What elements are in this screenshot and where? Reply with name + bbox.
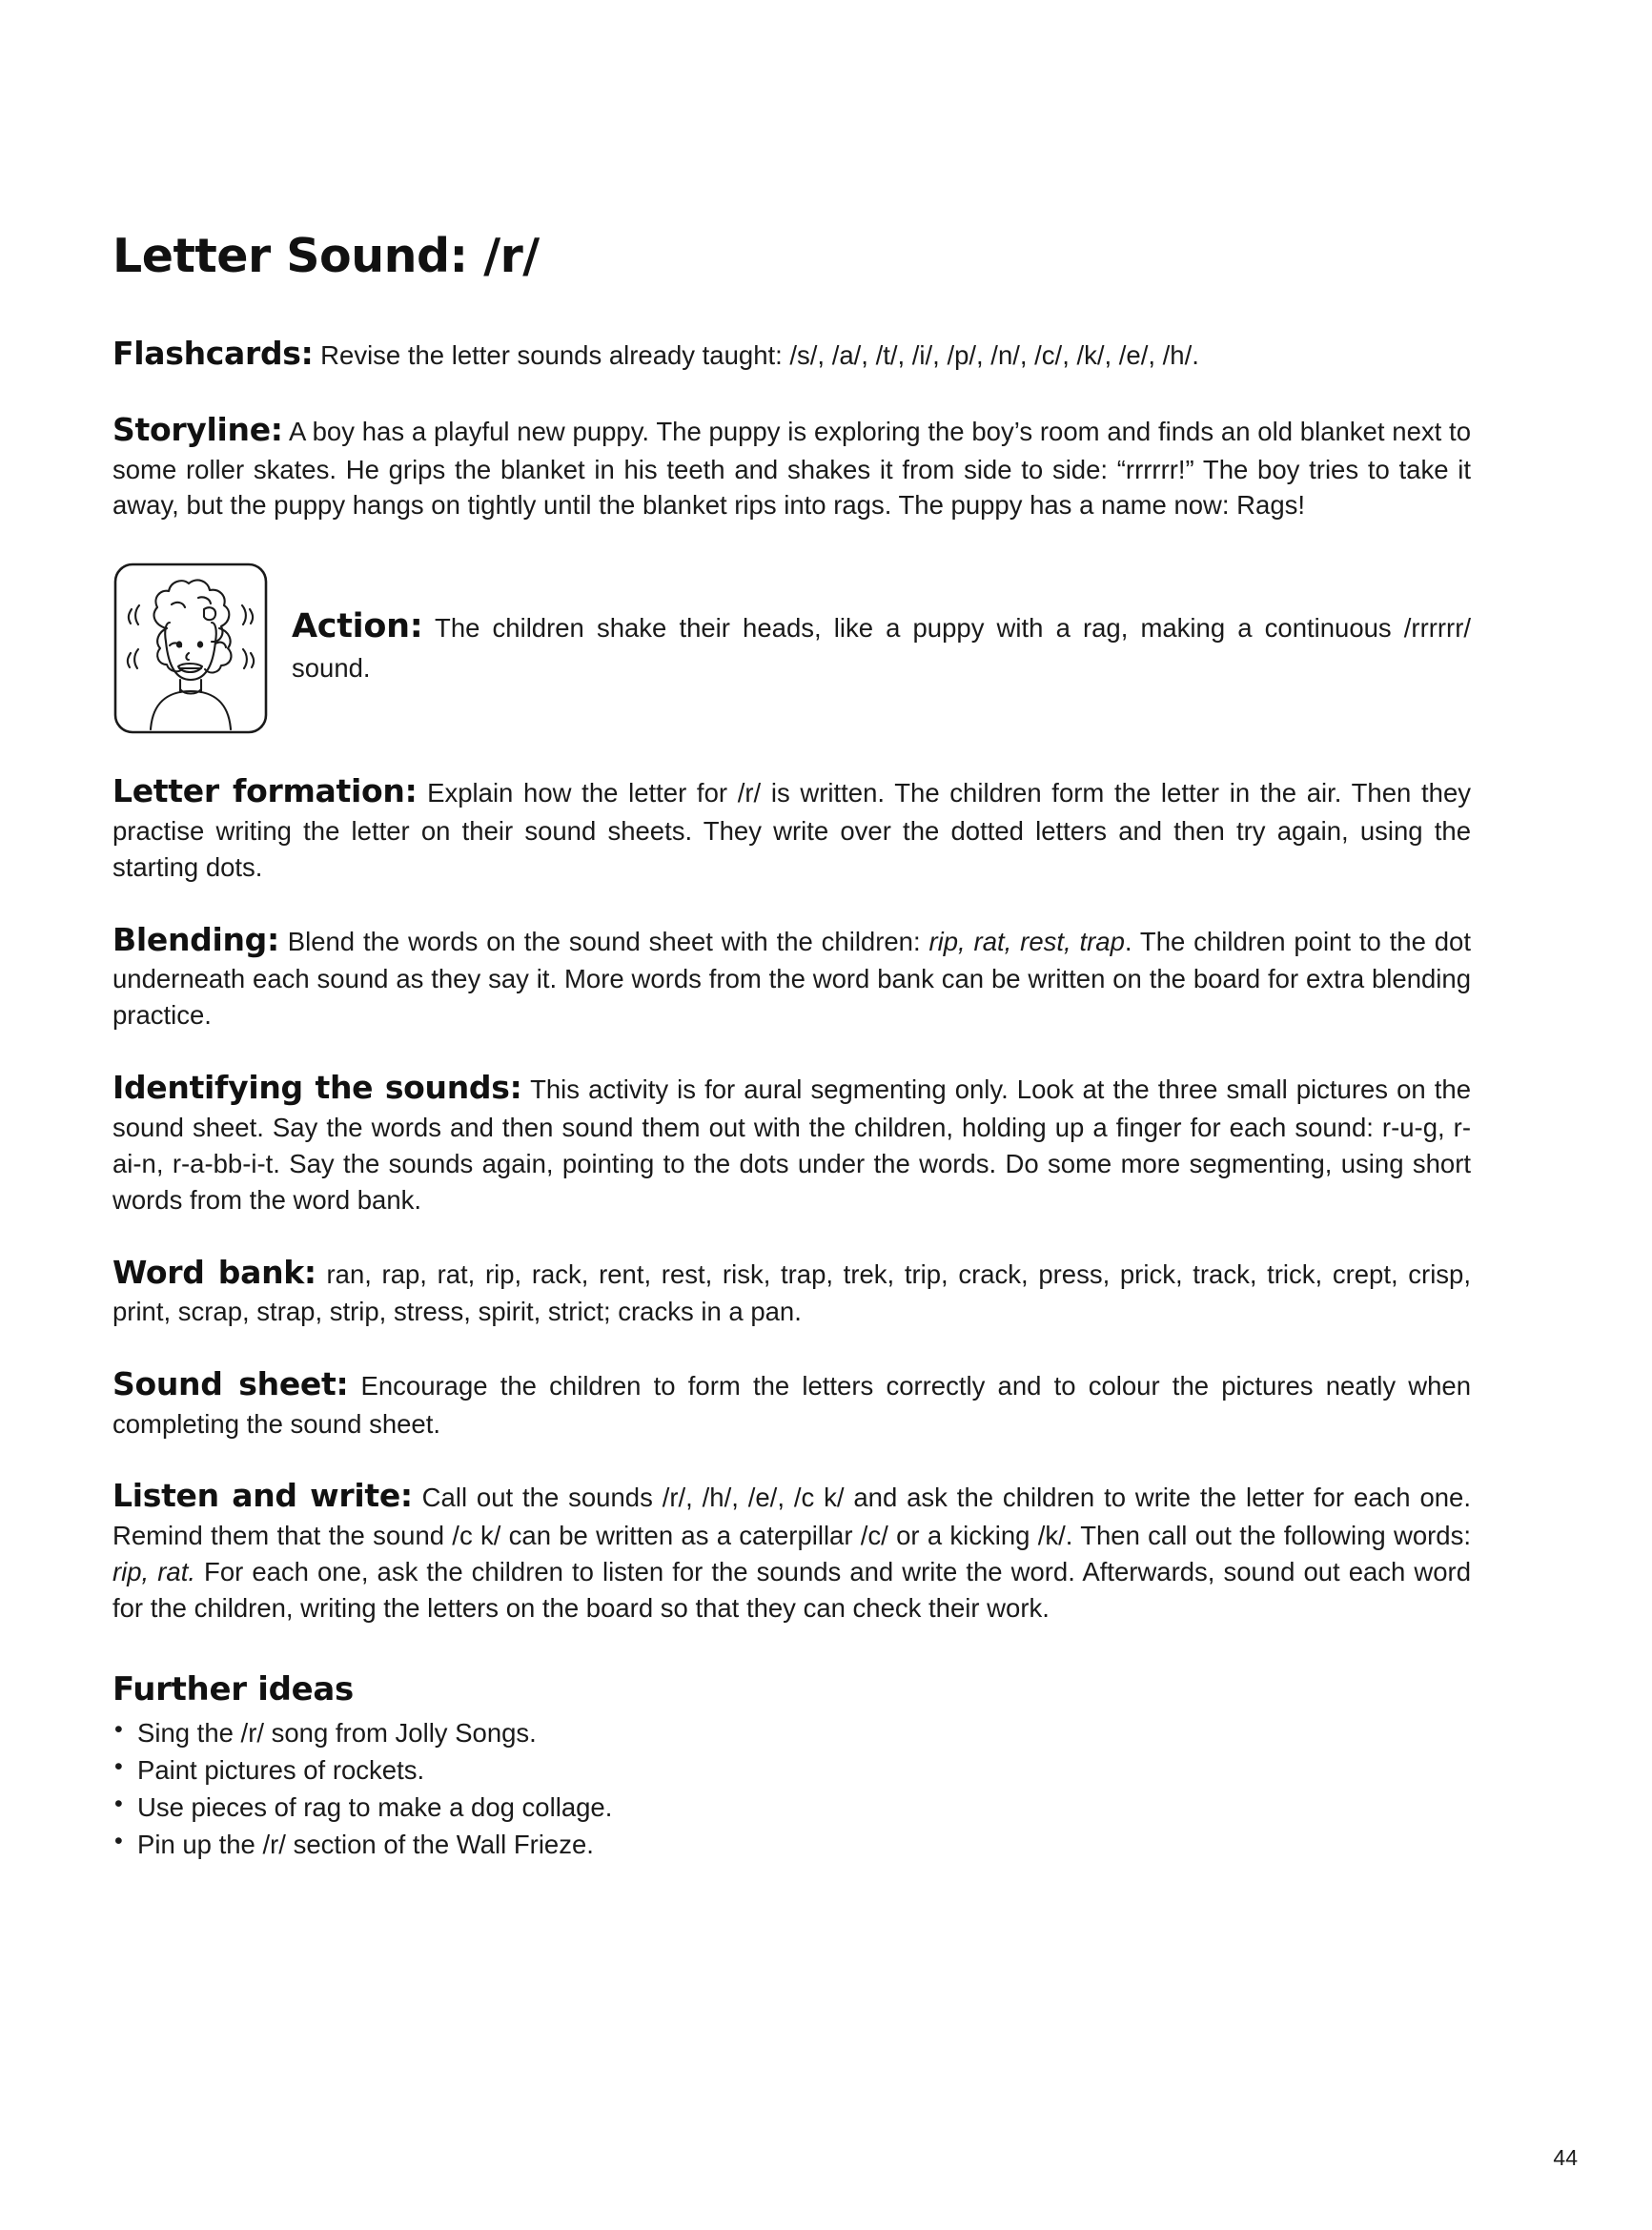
section-flashcards bbox=[112, 332, 1471, 376]
listen-write-body-before: Call out the sounds /r/, /h/, /e/, /c k/ and ask the children to write the letter for each one. Remind them that the sound /c k/ can be written as a caterpillar /c/ or a kicking /k/. Then call out the following words: bbox=[112, 1483, 1471, 1550]
storyline-paragraph bbox=[112, 408, 1471, 523]
section-word-bank bbox=[112, 1251, 1471, 1330]
sound-sheet-paragraph bbox=[112, 1362, 1471, 1442]
blending-label: Blending: bbox=[112, 920, 279, 958]
section-sound-sheet bbox=[112, 1362, 1471, 1442]
storyline-label: Storyline: bbox=[112, 410, 283, 448]
section-identifying-the-sounds bbox=[112, 1066, 1471, 1217]
flashcards-paragraph bbox=[112, 332, 1471, 376]
action-body: The children shake their heads, like a puppy with a rag, making a continuous /rrrrrr/ sound. bbox=[292, 613, 1471, 683]
letter-formation-body: Explain how the letter for /r/ is written. The children form the letter in the air. Then they practise writing the letter on their sound sheets. They write over the dotted letters and then try again, using the starting dots. bbox=[112, 778, 1471, 882]
sound-sheet-label: Sound sheet: bbox=[112, 1365, 349, 1402]
section-action bbox=[112, 556, 1471, 735]
section-listen-and-write bbox=[112, 1474, 1471, 1626]
identifying-body: This activity is for aural segmenting only. Look at the three small pictures on the sound sheet. Say the words and then sound them out with the children, holding up a finger for each sound: r-u-g, r-ai-n, r-a-bb-i-t. Say the sounds again, pointing to the dots under the words. Do some more segmenting, using short words from the word bank. bbox=[112, 1074, 1471, 1215]
letter-formation-label: Letter formation: bbox=[112, 772, 418, 810]
action-text-block bbox=[292, 562, 1471, 685]
section-blending bbox=[112, 918, 1471, 1033]
flashcards-body: Revise the letter sounds already taught: /s/, /a/, /t/, /i/, /p/, /n/, /c/, /k/, /e/, /h/. bbox=[313, 340, 1199, 371]
list-item: • Use pieces of rag to make a dog collage. bbox=[112, 1789, 1471, 1826]
page-content bbox=[112, 229, 1472, 1863]
identifying-paragraph bbox=[112, 1066, 1471, 1217]
section-further-ideas bbox=[112, 1670, 1471, 1863]
section-letter-formation bbox=[112, 769, 1471, 885]
page-number: 44 bbox=[1553, 2145, 1578, 2170]
flashcards-label: Flashcards: bbox=[112, 335, 314, 373]
list-item: • Pin up the /r/ section of the Wall Frieze. bbox=[112, 1826, 1471, 1863]
identifying-label: Identifying the sounds: bbox=[112, 1069, 522, 1107]
section-storyline bbox=[112, 408, 1471, 523]
word-bank-label: Word bank: bbox=[112, 1253, 316, 1291]
further-ideas-list bbox=[112, 1714, 1471, 1863]
further-ideas-title: Further ideas bbox=[112, 1669, 354, 1708]
letter-formation-paragraph bbox=[112, 769, 1471, 885]
blending-body-before: Blend the words on the sound sheet with the children: bbox=[278, 926, 929, 956]
blending-words: rip, rat, rest, trap bbox=[928, 926, 1125, 956]
storyline-body: A boy has a playful new puppy. The puppy is exploring the boy’s room and finds an old blanket next to some roller skates. He grips the blanket in his teeth and shakes it from side to side: “rrrrrr!” The boy tries to take it away, but the puppy hangs on tightly until the blanket rips into rags. The puppy has a name now: Rags! bbox=[112, 416, 1471, 521]
list-item: • Sing the /r/ song from Jolly Songs. bbox=[112, 1714, 1471, 1751]
blending-paragraph bbox=[112, 918, 1471, 1033]
page-title: Letter Sound: /r/ bbox=[112, 229, 540, 283]
word-bank-paragraph bbox=[112, 1251, 1471, 1330]
listen-write-body-after: For each one, ask the children to listen for the sounds and write the word. Afterwards, sound out each word for the children, writing the letters on the board so that they can check their work. bbox=[112, 1556, 1471, 1623]
blending-body-after: . The children point to the dot underneath each sound as they say it. More words from the word bank can be written on the board for extra blending practice. bbox=[112, 926, 1471, 1031]
listen-write-paragraph bbox=[112, 1474, 1471, 1626]
action-paragraph bbox=[292, 604, 1471, 685]
listen-write-label: Listen and write: bbox=[112, 1477, 413, 1515]
child-shaking-head-icon bbox=[112, 562, 269, 735]
listen-write-words: rip, rat. bbox=[112, 1556, 195, 1586]
action-label: Action: bbox=[292, 607, 423, 646]
word-bank-body: ran, rap, rat, rip, rack, rent, rest, risk, trap, trek, trip, crack, press, prick, track, trick, crept, crisp, print, scrap, strap, strip, stress, spirit, strict; cracks in a pan. bbox=[112, 1258, 1471, 1327]
sound-sheet-body: Encourage the children to form the letters correctly and to colour the pictures neatly when completing the sound sheet. bbox=[112, 1371, 1472, 1439]
list-item: • Paint pictures of rockets. bbox=[112, 1751, 1471, 1789]
